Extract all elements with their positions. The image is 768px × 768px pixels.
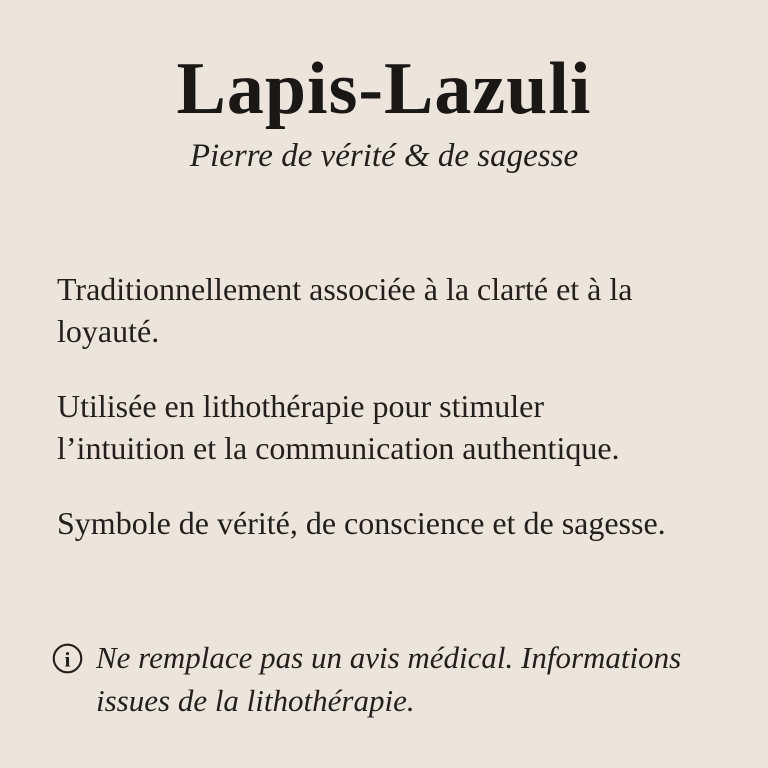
disclaimer xyxy=(52,636,728,722)
paragraph-line: l’intuition et la communication authentique. xyxy=(57,430,620,467)
paragraph-symbole xyxy=(57,502,716,544)
body-text xyxy=(57,268,716,544)
paragraph-line: loyauté. xyxy=(57,313,160,350)
paragraph-line: Traditionnellement associée à la clarté et à la xyxy=(57,271,633,308)
disclaimer-line: Ne remplace pas un avis médical. Informations xyxy=(96,640,682,675)
disclaimer-line: issues de la lithothérapie. xyxy=(96,683,415,718)
paragraph-lithotherapie xyxy=(57,385,716,469)
info-icon-glyph: i xyxy=(64,647,71,672)
page-title: Lapis-Lazuli xyxy=(176,48,592,130)
paragraph-line: Utilisée en lithothérapie pour stimuler xyxy=(57,388,544,425)
paragraph-line: Symbole de vérité, de conscience et de sagesse. xyxy=(57,505,666,542)
page-subtitle: Pierre de vérité & de sagesse xyxy=(189,137,579,174)
header xyxy=(0,0,768,176)
paragraph-tradition xyxy=(57,268,716,352)
info-circle-icon xyxy=(52,643,83,674)
disclaimer-text xyxy=(96,636,681,722)
